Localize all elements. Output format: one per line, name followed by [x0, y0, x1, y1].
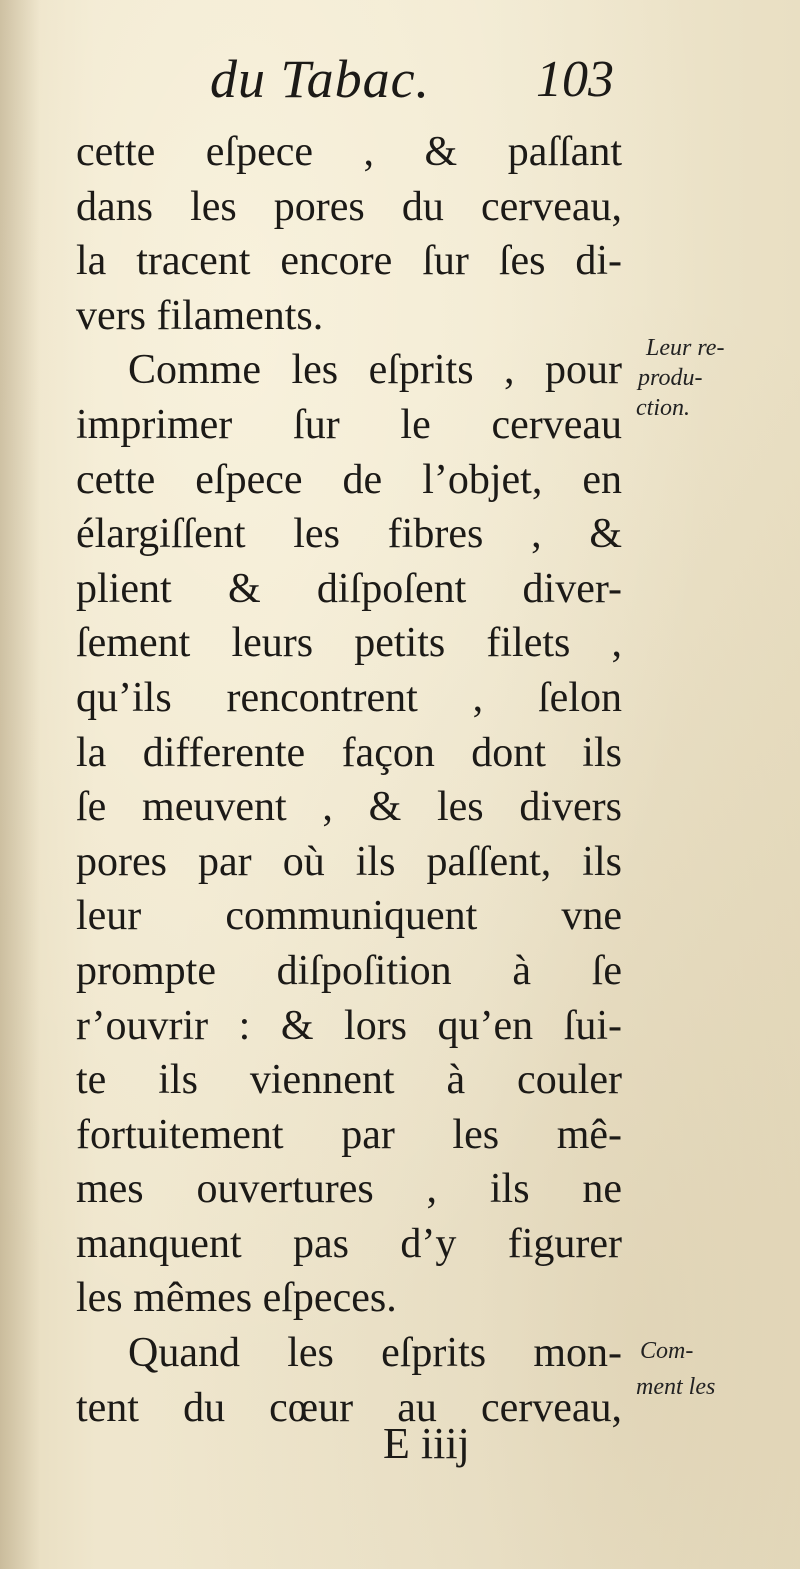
text-line: ſe meuvent , & les divers — [76, 784, 622, 831]
text-line: cette eſpece , & paſſant — [76, 129, 622, 175]
page-number: 103 — [536, 51, 614, 108]
marginal-line: Leur re- — [646, 335, 725, 361]
running-head: du Tabac. — [210, 49, 431, 109]
marginal-line: ment les — [636, 1374, 716, 1400]
text-line: Quand les eſprits mon- — [128, 1330, 622, 1377]
body-text — [76, 125, 622, 1435]
text-line: cette eſpece de l’objet, en — [76, 456, 622, 503]
text-line: élargiſſent les fibres , & — [76, 511, 622, 558]
marginal-note-comment — [636, 1336, 786, 1402]
text-line: plient & diſpoſent diver- — [76, 565, 622, 612]
signature-mark: E iiij — [383, 1419, 470, 1468]
text-line: les mêmes eſpeces. — [76, 1275, 397, 1322]
text-line: pores par où ils paſſent, ils — [76, 838, 622, 885]
text-line: imprimer ſur le cerveau — [76, 401, 622, 448]
page-gutter-shadow — [0, 0, 40, 1569]
marginal-line: Com- — [640, 1338, 694, 1364]
text-line: leur communiquent vne — [76, 893, 622, 940]
text-line: r’ouvrir : & lors qu’en ſui- — [76, 1002, 622, 1049]
text-line: manquent pas d’y figurer — [76, 1220, 622, 1267]
marginal-note-reproduction — [636, 333, 786, 423]
text-line: dans les pores du cerveau, — [76, 183, 622, 230]
text-line: te ils viennent à couler — [76, 1057, 622, 1104]
text-line: ſement leurs petits filets , — [76, 620, 622, 667]
marginal-line: ction. — [636, 395, 690, 421]
text-line: prompte diſpoſition à ſe — [76, 947, 622, 994]
text-line: vers filaments. — [76, 292, 324, 339]
text-line: fortuitement par les mê- — [76, 1111, 622, 1158]
marginal-line: produ- — [638, 365, 703, 391]
text-line: mes ouvertures , ils ne — [76, 1166, 622, 1213]
text-line: Comme les eſprits , pour — [128, 347, 622, 394]
text-line: la differente façon dont ils — [76, 729, 622, 776]
text-line: qu’ils rencontrent , ſelon — [76, 674, 622, 721]
text-line: tent du cœur au cerveau, — [76, 1384, 622, 1431]
text-line: la tracent encore ſur ſes di- — [76, 238, 622, 285]
